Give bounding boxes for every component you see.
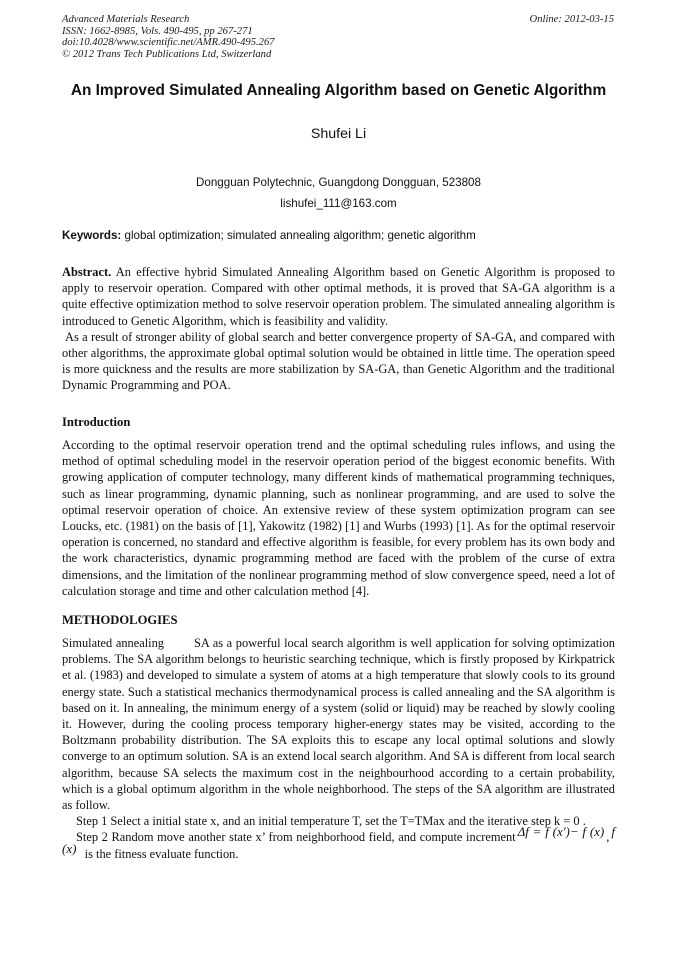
keywords-text: global optimization; simulated annealing algorithm; genetic algorithm [124,229,476,242]
doi-line: doi:10.4028/www.scientific.net/AMR.490-495.267 [62,37,275,49]
delta-f-formula: Δf = f (x')− f (x) [517,824,605,840]
abstract-label: Abstract. [62,265,112,279]
methodologies-paragraph [62,635,615,813]
formula-separator: , [606,830,610,845]
author-name: Shufei Li [310,126,367,142]
methodologies-lead: Simulated annealing [62,636,165,650]
step-2 [62,824,615,861]
abstract-text-2: As a result of stronger ability of global search and better convergence property of SA-GA, and compared with other algorithms, the approximate global optimal solution would be obtained in little time. The operation speed is more quickness and the results are more stabilization by SA-GA, than Genetic Algorithm and the traditional Dynamic Programming and POA. [62,329,615,393]
journal-name: Advanced Materials Research [62,14,190,25]
journal-header [62,14,275,60]
affiliation: Dongguan Polytechnic, Guangdong Dongguan, 523808 [196,176,481,189]
keywords [62,228,476,243]
methodologies-text: SA as a powerful local search algorithm is well application for solving optimization problems. The SA algorithm belongs to heuristic searching technique, which is firstly proposed by Kirkpatrick et al. (1983) and developed to simulate a system of atoms at a high temperature that slowly cools to its ground energy state. Such a statistical mechanics thermodynamical process is called annealing and the SA algorithm is based on it. In annealing, the minimum energy of a system (solid or liquid) may be reached by slowly cooling it. However, during the cooling process temporary higher-energy states may be visited, according to the Boltzmann probability distribution. The SA exploits this to escape any local optimal solutions and slowly converge to an optimum solution. SA is an extend local search algorithm. And SA is different from local search algorithm, because SA selects the maximum cost in the neighbourhood according to a certain probability, which is a global optimum algorithm in the whole neighborhood. The steps of the SA algorithm are illustrated as follow. [62,636,615,813]
copyright-line: © 2012 Trans Tech Publications Ltd, Switzerland [62,48,272,60]
step-1: Step 1 Select a initial state x, and an initial temperature T, set the T=TMax and the iterative step k = 0 . [76,814,586,829]
issn-line: ISSN: 1662-8985, Vols. 490-495, pp 267-271 [62,25,253,37]
methodologies-section [62,635,615,862]
author-email: lishufei_111@163.com [280,197,397,210]
step-2-text-end: is the fitness evaluate function. [84,846,239,861]
step-2-text: Step 2 Random move another state x’ from neighborhood field, and compute increment [76,830,516,845]
affiliation-block [62,172,615,214]
methodologies-heading: METHODOLOGIES [62,613,178,627]
introduction-heading: Introduction [62,415,131,429]
introduction-text: According to the optimal reservoir operation trend and the optimal scheduling rules inflows, and using the method of optimal scheduling model in the reservoir operation period of the biggest economic benefits. With growing application of computer technology, many different kinds of mathematical programming techniques, such as linear programming, dynamic planning, such as nonlinear programming, and are used to solve the optimal reservoir operation of choice. An extensive review of these system optimization program can see Loucks, etc. (1981) on the basis of [1], Yakowitz (1982) [1] and Wurbs (1993) [1]. As for the optimal reservoir operation is concerned, no standard and effective algorithm is feasible, for every problem has its own body and the work characteristics, dynamic programming method are faced with the problem of the curse of extra dimensions, and the limitation of the nonlinear programming method of slow convergence speed, need a lot of calculation storage and time and other calculation method [4]. [62,438,615,598]
abstract-section [62,264,615,394]
introduction-section [62,437,615,599]
paper-title: An Improved Simulated Annealing Algorithm based on Genetic Algorithm [70,82,607,99]
keywords-label: Keywords: [62,229,122,242]
abstract-text-1: An effective hybrid Simulated Annealing Algorithm based on Genetic Algorithm is proposed to apply to reservoir operation. Compared with other optimal methods, it is proved that SA-GA algorithm is a quite effective optimization method to solve reservoir operation problem. The simulated annealing algorithm is introduced to Genetic Algorithm, which is feasibility and validity. [62,265,615,328]
online-date: Online: 2012-03-15 [529,14,614,25]
abstract-paragraph-1 [62,264,615,329]
fitness-formula: f (x) [62,824,615,856]
